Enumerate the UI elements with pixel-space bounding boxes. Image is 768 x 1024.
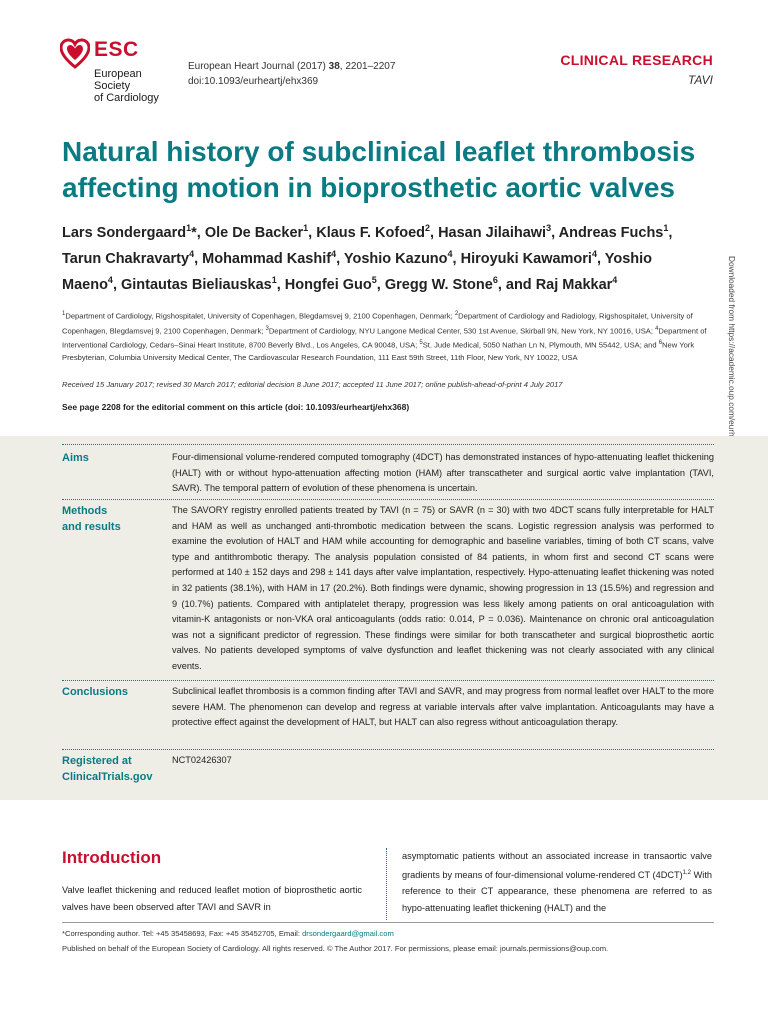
conclusions-text: Subclinical leaflet thrombosis is a common finding after TAVI and SAVR, and may progress from normal leaflet over HALT to the more severe HAM. The phenomenon can develop and regress at variable intervals after valve implantation. Anticoagulants may have a protective effect against the development of HALT, but HALT can also regress without anticoagulation therapy. — [172, 686, 714, 728]
column-divider — [386, 848, 387, 920]
affiliations — [62, 308, 712, 364]
author-affiliation-ref: 4 — [591, 248, 597, 259]
author-affiliation-ref: 1 — [271, 274, 277, 285]
registration-number: NCT02426307 — [172, 755, 232, 765]
author-name: Hiroyuki Kawamori — [460, 250, 592, 267]
affiliation-number: 4 — [655, 325, 659, 332]
subsection-label: TAVI — [687, 73, 713, 87]
publisher-note: Published on behalf of the European Society of Cardiology. All rights reserved. © The Author 2017. For permissions, please email: journals.permissions@oup.com. — [62, 944, 609, 953]
author-separator: , — [308, 224, 317, 241]
methods-text: The SAVORY registry enrolled patients treated by TAVI (n = 75) or SAVR (n = 30) with two 4DCT scans fully interpretable for HALT and HAM as well as unchanged anti-thrombotic medication between the scans. Logistic regression analysis was performed to examine the evolution of HALT and HAM while accounting for demographic and baseline variables, timing of both CT scans, valve type and antithrombotic therapy. The analysis population consisted of 84 patients, in whom first and second CT scans were performed at 140 ± 152 days and 298 ± 141 days after valve implantation, respectively. Hypo-attenuating leaflet thickening was noted in 32 patients (38.1%), with HAM in 17 (20.2%). Both findings were dynamic, showing progression in 13 (15.5%) and regression and 9 (10.7%) patients. Compared with antiplatelet therapy, progression was less likely among patients on oral anticoagulation with vitamin-K antagonists or non-VKA oral anticoagulants (odds ratio: 0.014, P = 0.036). Maintenance on chronic oral anticoagulation was not a significant predictor of regression. These findings were similar for both transcatheter and surgical bioprosthetic aortic valves. No patients developed symptoms of valve dysfunction and leaflet thickening was not clearly associated with any clinical events. — [172, 505, 714, 671]
received-dates: Received 15 January 2017; revised 30 March 2017; editorial decision 8 June 2017; accepted 11 June 2017; online publish-ahead-of-print 4 July 2017 — [62, 380, 563, 389]
author-affiliation-ref: 4 — [612, 274, 618, 285]
author-list — [62, 218, 702, 295]
aims-text: Four-dimensional volume-rendered computed tomography (4DCT) has demonstrated instances of hypo-attenuating leaflet thickening (HALT) with or without hypo-attenuation affecting motion (HAM) after transcatheter and surgical aortic valve implantation (TAVI, SAVR). The temporal pattern of evolution of these phenomena is uncertain. — [172, 452, 714, 494]
affiliation-text: Department of Cardiology, NYU Langone Medical Center, 530 1st Avenue, Skirball 9N, New York, NY 10016, USA; — [268, 326, 656, 336]
methods-label: Methods and results — [62, 505, 121, 533]
affiliation-text: Department of Cardiology and Radiology, Rigshospitalet, University of Copenhagen, Blegdamsvej 9, 2100 Copenhagen, Denmark; — [62, 311, 693, 336]
author-name: Gintautas Bieliauskas — [121, 276, 272, 293]
author-affiliation-ref: 1 — [186, 223, 192, 233]
author-affiliation-ref: 4 — [331, 248, 337, 259]
esc-society-name: European Society of Cardiology — [94, 68, 159, 104]
author-affiliation-ref: 1 — [303, 223, 309, 233]
author-separator: *, — [191, 224, 205, 241]
author-affiliation-ref: 2 — [425, 223, 431, 233]
corresponding-author: *Corresponding author. Tel: +45 35458693, Fax: +45 35452705, Email: drsondergaard@gmail.com — [62, 929, 394, 938]
author-separator: , — [194, 250, 203, 267]
author-name: Raj Makkar — [535, 276, 613, 293]
citation-ref[interactable]: 1,2 — [682, 869, 691, 876]
author-name: Yoshio Kazuno — [343, 250, 448, 267]
author-name: Mohammad Kashif — [202, 250, 332, 267]
author-email-link[interactable]: drsondergaard@gmail.com — [302, 929, 394, 938]
heart-logo-icon — [60, 38, 90, 70]
introduction-heading: Introduction — [62, 848, 162, 867]
affiliation-number: 6 — [658, 340, 663, 347]
author-separator: , — [452, 250, 461, 267]
author-affiliation-ref: 5 — [371, 274, 377, 285]
conclusions-label: Conclusions — [62, 686, 129, 698]
affiliation-number: 3 — [265, 325, 269, 332]
author-affiliation-ref: 1 — [663, 223, 669, 233]
editorial-note: See page 2208 for the editorial comment on this article (doi: 10.1093/eurheartj/ehx368) — [62, 402, 410, 412]
author-separator: , — [112, 276, 121, 293]
author-separator: , — [551, 224, 559, 241]
divider — [62, 444, 714, 445]
affiliation-text: Department of Interventional Cardiology, Cedars–Sinai Heart Institute, 8700 Beverly Blvd., Los Angeles, CA 90048, USA; — [62, 326, 707, 350]
author-name: Hongfei Guo — [284, 276, 372, 293]
author-separator: , — [596, 250, 605, 267]
author-name: Ole De Backer — [204, 224, 304, 241]
author-affiliation-ref: 6 — [492, 274, 498, 285]
author-name: Lars Sondergaard — [62, 224, 187, 241]
article-title: Natural history of subclinical leaflet thrombosis affecting motion in bioprosthetic aortic valves — [62, 136, 696, 203]
author-name: Yoshio Maeno — [62, 250, 653, 293]
author-affiliation-ref: 4 — [447, 248, 453, 259]
author-separator: , — [430, 224, 439, 241]
author-affiliation-ref: 4 — [107, 274, 113, 285]
author-separator: , — [668, 224, 673, 241]
affiliation-number: 2 — [454, 311, 459, 317]
author-separator: , — [276, 276, 285, 293]
affiliation-text: Department of Cardiology, Rigshospitalet, University of Copenhagen, Blegdamsvej 9, 2100 Copenhagen, Denmark; — [65, 311, 455, 321]
author-separator: , — [376, 276, 385, 293]
divider — [62, 499, 714, 500]
esc-wordmark: ESC — [94, 38, 139, 61]
affiliation-text: St. Jude Medical, 5050 Nathan Ln N, Plymouth, MN 55442, USA; and — [422, 341, 659, 350]
affiliation-number: 1 — [62, 311, 66, 317]
author-affiliation-ref: 3 — [546, 223, 552, 233]
doi[interactable]: doi:10.1093/eurheartj/ehx369 — [188, 76, 319, 87]
author-name: Andreas Fuchs — [558, 224, 664, 241]
introduction-left-column: Valve leaflet thickening and reduced leaflet motion of bioprosthetic aortic valves have been observed after TAVI and SAVR in — [62, 885, 362, 912]
introduction-right-column: asymptomatic patients without an associated increase in transaortic valve gradients by means of four-dimensional volume-rendered CT $(4DCT)^{1,2}$ With reference to their CT appearance, these phenomena are referred to as hypo-attenuating leaflet thickening (HALT) and the — [402, 851, 712, 913]
registered-label: Registered at ClinicalTrials.gov — [62, 755, 153, 783]
author-affiliation-ref: 4 — [189, 248, 195, 259]
author-separator: , — [336, 250, 344, 267]
aims-label: Aims — [62, 452, 89, 464]
divider — [62, 749, 714, 750]
author-name: Klaus F. Kofoed — [316, 224, 425, 241]
section-label: CLINICAL RESEARCH — [560, 52, 713, 68]
structured-abstract — [0, 436, 768, 800]
author-name: Gregg W. Stone — [384, 276, 493, 293]
affiliation-number: 5 — [419, 340, 423, 347]
author-separator: , and — [497, 276, 536, 293]
esc-logo — [60, 38, 180, 104]
author-name: Hasan Jilaihawi — [438, 224, 547, 241]
author-name: Tarun Chakravarty — [62, 250, 190, 267]
affiliation-text: New York Presbyterian, Columbia University Medical Center, The Cardiovascular Research Foundation, 111 East 59th Street, 11th Floor, New York, NY 10022, USA — [62, 341, 695, 363]
footer-rule — [62, 922, 714, 923]
divider — [62, 680, 714, 681]
journal-citation: European Heart Journal (2017) 38, 2201–2207 doi:10.1093/eurheartj/ehx369 — [188, 61, 396, 87]
